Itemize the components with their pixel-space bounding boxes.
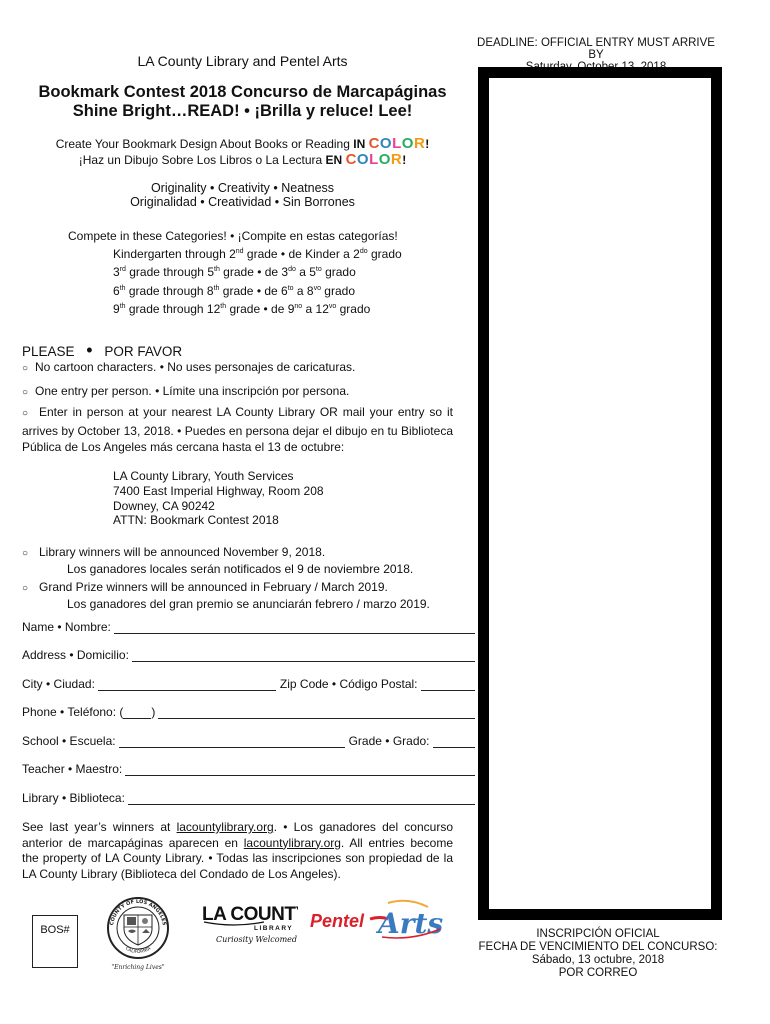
lacl-main-text: LA COUNTY bbox=[202, 904, 298, 925]
arts-text: Arts bbox=[378, 907, 443, 940]
create-es-text: ¡Haz un Dibujo Sobre Los Libros o La Lectura bbox=[78, 153, 326, 167]
color-letter: R bbox=[413, 135, 426, 152]
bullet-circle-icon: ○ bbox=[22, 583, 29, 595]
create-es bbox=[20, 152, 465, 168]
bos-box: BOS# bbox=[32, 915, 78, 968]
seal-motto: "Enriching Lives" bbox=[111, 964, 165, 971]
official-line: FECHA DE VENCIMIENTO DEL CONCURSO: bbox=[478, 941, 718, 953]
criteria-es: Originalidad • Creatividad • Sin Borrones bbox=[130, 195, 355, 209]
bookmark-drawing-area[interactable] bbox=[478, 67, 722, 920]
phone-field[interactable] bbox=[22, 705, 475, 719]
title-line-1: Bookmark Contest 2018 Concurso de Marcapáginas bbox=[38, 83, 447, 101]
city-zip-field[interactable] bbox=[22, 677, 475, 691]
address-line: 7400 East Imperial Highway, Room 208 bbox=[113, 483, 324, 498]
category-item: 3rd grade through 5th grade • de $3^{do}$ a $5^{to}$ grado bbox=[113, 265, 356, 280]
please-heading bbox=[22, 340, 182, 361]
bullet-circle-icon: ○ bbox=[22, 387, 29, 398]
bullet-circle-icon: ○ bbox=[22, 548, 29, 559]
color-letter: O bbox=[356, 151, 370, 168]
official-entry-note bbox=[470, 928, 726, 980]
judging-criteria bbox=[20, 181, 465, 209]
school-grade-field[interactable] bbox=[22, 734, 475, 748]
rule-item: ○ One entry per person. • Límite una inscripción por persona. bbox=[22, 384, 350, 398]
create-en-in: IN bbox=[353, 137, 369, 151]
mailing-address bbox=[113, 469, 324, 528]
category-item: 6th grade through 8th grade • de $6^{to}$ a $8^{vo}$ grado bbox=[113, 283, 355, 298]
official-line: POR CORREO bbox=[558, 967, 638, 979]
organizers-line: LA County Library and Pentel Arts bbox=[137, 53, 348, 69]
create-instructions bbox=[20, 136, 465, 168]
official-line: Sábado, 13 octubre, 2018 bbox=[531, 954, 665, 966]
rule-item-enter: ○ Enter in person at your nearest LA County Library OR mail your entry so it arrives by October 13, 2018. • Puedes en persona dejar el dibujo en tu Biblioteca Pública de Los Angeles más cercana hasta el 13 de octubre: bbox=[22, 405, 453, 454]
categories-intro: Compete in these Categories! • ¡Compite en estas categorías! bbox=[68, 229, 398, 243]
library-link[interactable]: lacountylibrary.org bbox=[243, 835, 341, 850]
winners-announcements bbox=[22, 545, 430, 611]
address-label: Address • Domicilio: bbox=[22, 648, 129, 662]
color-word-en bbox=[369, 135, 426, 152]
teacher-field[interactable] bbox=[22, 762, 475, 776]
name-input-line[interactable] bbox=[114, 621, 475, 634]
color-letter: C bbox=[345, 151, 357, 168]
school-input-line[interactable] bbox=[119, 735, 345, 748]
city-input-line[interactable] bbox=[98, 678, 276, 691]
exclaim: ! bbox=[402, 153, 407, 167]
lacl-sub-text: LIBRARY bbox=[254, 925, 294, 932]
zip-label: Zip Code • Código Postal: bbox=[279, 677, 418, 691]
county-seal-logo bbox=[102, 895, 174, 973]
library-winners-es: Los ganadores locales serán notificados el 9 de noviembre 2018. bbox=[67, 561, 414, 576]
please-es: POR FAVOR bbox=[104, 344, 183, 359]
name-label: Name • Nombre: bbox=[22, 620, 111, 634]
address-input-line[interactable] bbox=[132, 649, 475, 662]
zip-input-line[interactable] bbox=[421, 678, 475, 691]
title-line-2: Shine Bright…READ! • ¡Brilla y reluce! Lee! bbox=[72, 102, 413, 120]
bullet-separator: • bbox=[86, 340, 93, 360]
category-item: Kindergarten through 2nd grade • de Kinder a $2^{do}$ grado bbox=[113, 247, 402, 261]
seal-top-text: COUNTY OF LOS ANGELES bbox=[109, 898, 167, 926]
school-label: School • Escuela: bbox=[22, 734, 116, 748]
bullet-circle-icon: ○ bbox=[22, 363, 29, 374]
contest-title bbox=[20, 83, 465, 121]
grade-input-line[interactable] bbox=[433, 735, 476, 748]
library-label: Library • Biblioteca: bbox=[22, 791, 125, 805]
library-field[interactable] bbox=[22, 791, 475, 805]
color-letter: O bbox=[401, 135, 414, 152]
color-letter: L bbox=[392, 135, 402, 152]
create-es-en: EN bbox=[325, 153, 346, 167]
address-field[interactable] bbox=[22, 648, 475, 662]
library-link[interactable]: lacountylibrary.org bbox=[176, 820, 274, 834]
create-en-text: Create Your Bookmark Design About Books or Reading bbox=[55, 137, 354, 151]
category-item: 9th grade through 12th grade • de $9^{no}$ a $12^{vo}$ grado bbox=[113, 301, 371, 316]
teacher-label: Teacher • Maestro: bbox=[22, 762, 123, 776]
seal-bottom-text: CALIFORNIA bbox=[124, 946, 152, 956]
lacl-tagline: Curiosity Welcomed bbox=[216, 935, 298, 944]
grade-label: Grade • Grado: bbox=[348, 734, 430, 748]
name-field[interactable] bbox=[22, 620, 475, 634]
la-county-library-logo bbox=[202, 902, 298, 948]
address-line: Downey, CA 90242 bbox=[113, 498, 215, 513]
criteria-en: Originality • Creativity • Neatness bbox=[150, 181, 335, 195]
address-line: ATTN: Bookmark Contest 2018 bbox=[113, 513, 279, 528]
phone-paren: ) bbox=[151, 705, 156, 719]
pentel-text: Pentel bbox=[310, 911, 365, 931]
color-letter: C bbox=[368, 135, 380, 152]
color-letter: R bbox=[390, 151, 403, 168]
exclaim: ! bbox=[425, 137, 430, 151]
past-winners-note: See last year’s winners at lacountylibrary.org. • Los ganadores del concurso anterior de marcapáginas aparecen en lacountylibrary.org. All entries become the property of LA County Library. • Todas las inscripciones son propiedad de la LA County Library (Biblioteca del Condado de Los Angeles). bbox=[22, 820, 454, 881]
deadline-line-2: Saturday, October 13, 2018 bbox=[525, 61, 667, 73]
color-letter: O bbox=[378, 151, 391, 168]
category-list bbox=[113, 245, 402, 318]
pentel-arts-logo bbox=[308, 895, 443, 945]
phone-input-line[interactable] bbox=[158, 706, 475, 719]
address-line: LA County Library, Youth Services bbox=[113, 469, 294, 483]
color-letter: L bbox=[369, 151, 379, 168]
deadline-line-1: DEADLINE: OFFICIAL ENTRY MUST ARRIVE BY bbox=[477, 37, 715, 61]
library-input-line[interactable] bbox=[128, 792, 475, 805]
phone-label: Phone • Teléfono: ( bbox=[22, 705, 124, 719]
library-winners: ○ Library winners will be announced November 9, 2018. bbox=[22, 545, 430, 562]
color-word-es bbox=[346, 151, 403, 168]
bullet-circle-icon: ○ bbox=[22, 408, 29, 419]
please-en: PLEASE bbox=[22, 344, 75, 359]
teacher-input-line[interactable] bbox=[125, 763, 475, 776]
official-line: INSCRIPCIÓN OFICIAL bbox=[536, 928, 660, 940]
create-en bbox=[20, 136, 465, 152]
city-label: City • Ciudad: bbox=[22, 677, 95, 691]
grand-winners: ○ Grand Prize winners will be announced in February / March 2019. bbox=[22, 580, 430, 597]
rule-item: ○ No cartoon characters. • No uses personajes de caricaturas. bbox=[22, 360, 356, 374]
color-letter: O bbox=[379, 135, 393, 152]
grand-winners-es: Los ganadores del gran premio se anunciarán febrero / marzo 2019. bbox=[67, 596, 430, 611]
area-code-input-line[interactable] bbox=[123, 706, 151, 719]
